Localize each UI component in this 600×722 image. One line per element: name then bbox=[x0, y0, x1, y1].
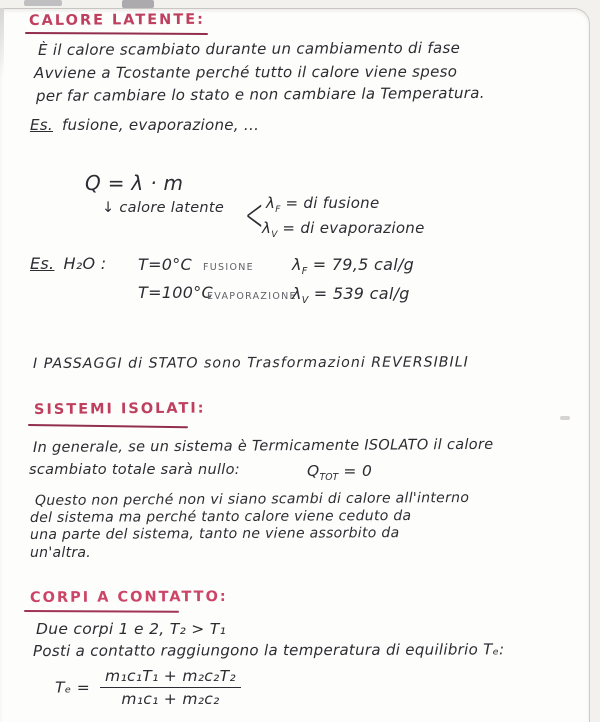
evaporation-lambda-value bbox=[292, 284, 410, 306]
explanation-line: una parte del sistema, tanto ne viene assorbito da bbox=[29, 525, 400, 543]
water-formula: H₂O : bbox=[63, 254, 107, 273]
section-heading-sistemi-isolati: SISTEMI ISOLATI: bbox=[33, 400, 206, 418]
fusion-process-label: FUSIONE bbox=[203, 262, 254, 273]
lambda-symbol: λ bbox=[266, 194, 276, 212]
fusion-lambda-value bbox=[292, 255, 414, 277]
isolated-system-statement: scambiato totale sarà nullo: bbox=[29, 462, 240, 478]
formula-lhs: Tₑ = bbox=[55, 678, 91, 697]
fusion-temperature: T=0°C bbox=[138, 255, 193, 274]
lambda-subscript: F bbox=[275, 205, 281, 215]
lambda-case-text: = di evaporazione bbox=[277, 219, 425, 237]
lambda-symbol: λ bbox=[292, 255, 302, 274]
equilibrium-temperature-formula bbox=[55, 667, 241, 708]
equation-annotation: ↓ calore latente bbox=[102, 200, 225, 216]
equation-rest: = 0 bbox=[338, 462, 373, 480]
intro-line: Avviene a Tcostante perché tutto il calore viene speso bbox=[33, 62, 458, 82]
q-symbol: Q bbox=[307, 462, 320, 480]
qtot-equation bbox=[307, 462, 372, 483]
example-line bbox=[30, 116, 259, 134]
fraction-denominator: m₁c₁ + m₂c₂ bbox=[121, 690, 220, 708]
section-heading-calore-latente: CALORE LATENTE: bbox=[28, 11, 205, 29]
example-text: fusione, evaporazione, ... bbox=[61, 116, 260, 134]
bodies-line: Posti a contatto raggiungono la temperatura di equilibrio Tₑ: bbox=[32, 640, 505, 660]
explanation-line: un'altra. bbox=[30, 545, 92, 561]
scan-edge-shadow bbox=[0, 8, 4, 78]
q-subscript: TOT bbox=[319, 472, 339, 484]
lambda-case-evaporazione bbox=[262, 219, 425, 240]
brace-glyph: < bbox=[245, 189, 264, 243]
intro-line: per far cambiare lo stato e non cambiare la Temperatura. bbox=[35, 83, 485, 105]
intro-line: È il calore scambiato durante un cambiamento di fase bbox=[37, 38, 461, 59]
explanation-line: Questo non perché non vi siano scambi di calore all'interno bbox=[34, 489, 470, 509]
lambda-case-text: = di fusione bbox=[280, 194, 380, 212]
latent-heat-equation: Q = λ · m bbox=[85, 171, 184, 195]
lambda-subscript: V bbox=[271, 230, 278, 240]
lambda-case-fusione bbox=[266, 194, 380, 215]
lambda-value: = 79,5 cal/g bbox=[307, 255, 415, 274]
section-heading-corpi-a-contatto: CORPI A CONTATTO: bbox=[29, 588, 228, 606]
isolated-system-statement: In generale, se un sistema è Termicamente ISOLATO il calore bbox=[32, 436, 494, 456]
lambda-subscript: F bbox=[301, 266, 308, 278]
scan-smudge bbox=[560, 416, 570, 420]
example-label: Es. bbox=[30, 116, 53, 134]
bodies-line: Due corpi 1 e 2, T₂ > T₁ bbox=[36, 620, 227, 638]
scan-smudge bbox=[122, 0, 154, 8]
scan-smudge bbox=[24, 0, 62, 6]
lambda-subscript: V bbox=[301, 295, 309, 307]
lambda-symbol: λ bbox=[262, 219, 272, 237]
water-example-label bbox=[30, 254, 106, 273]
evaporation-process-label: EVAPORAZIONE bbox=[207, 291, 297, 302]
lambda-symbol: λ bbox=[292, 284, 302, 303]
explanation-line: del sistema ma perché tanto calore viene ceduto da bbox=[29, 508, 412, 526]
evaporation-temperature: T=100°C bbox=[138, 283, 213, 302]
example-label: Es. bbox=[30, 254, 55, 273]
lambda-value: = 539 cal/g bbox=[308, 284, 410, 303]
fraction bbox=[100, 667, 241, 708]
fraction-numerator: m₁c₁T₁ + m₂c₂T₂ bbox=[100, 667, 241, 688]
reversibility-note: I PASSAGGI di STATO sono Trasformazioni REVERSIBILI bbox=[32, 354, 469, 372]
